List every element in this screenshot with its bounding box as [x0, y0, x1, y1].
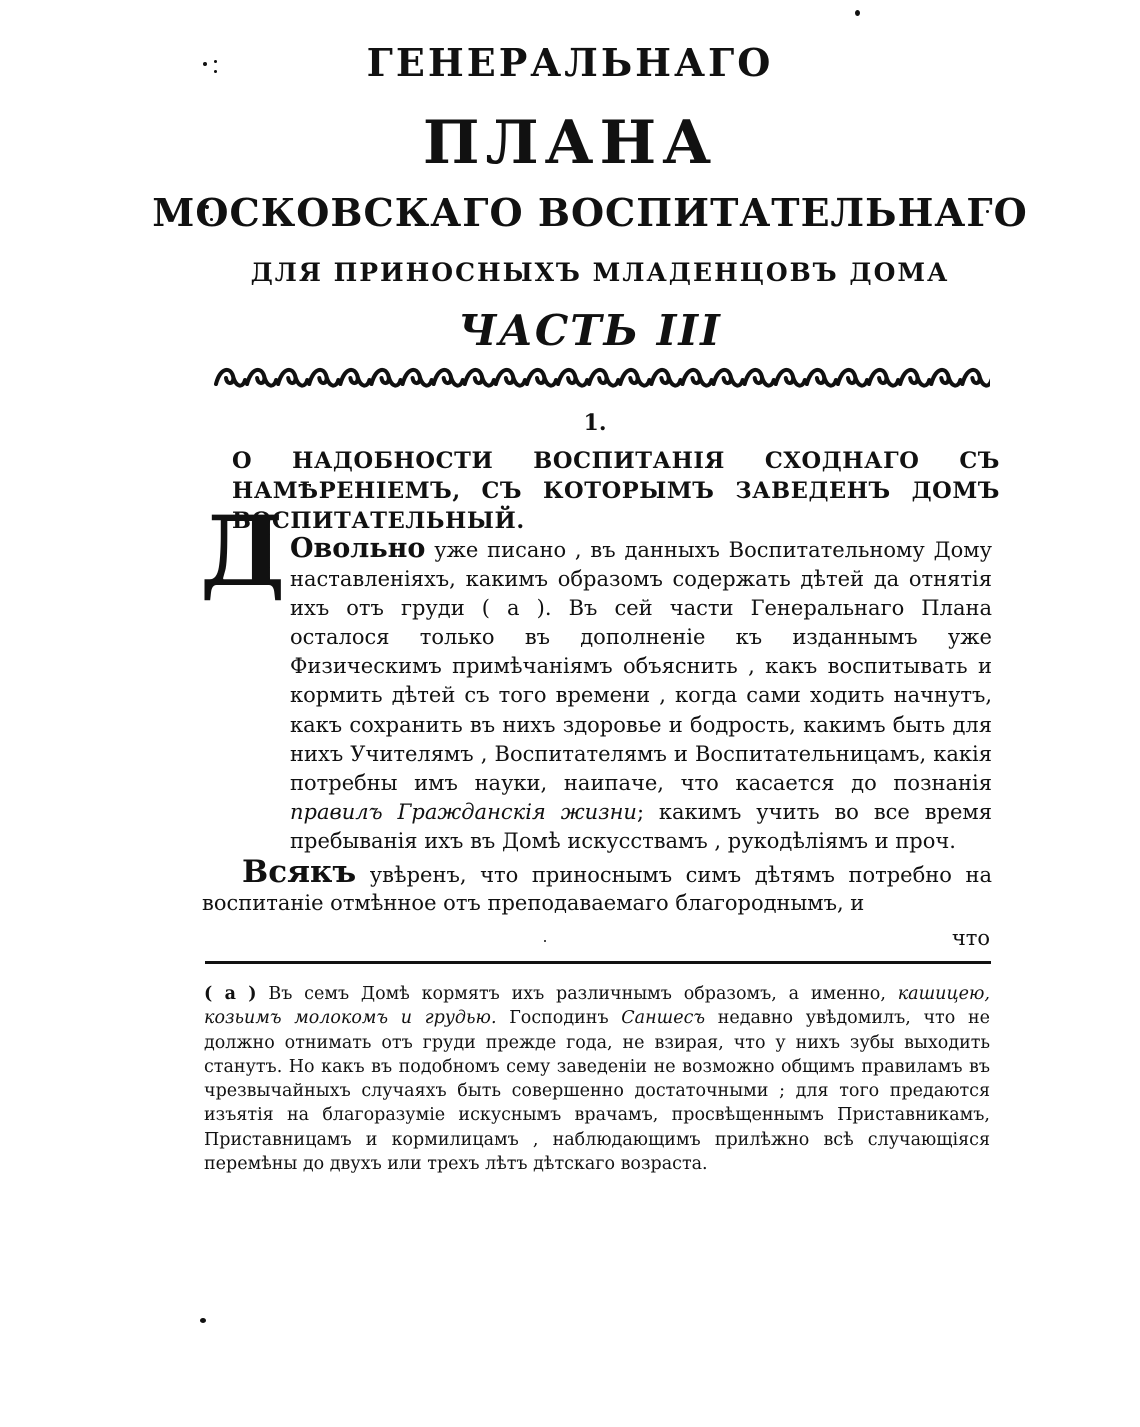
drop-cap: Д	[200, 495, 286, 608]
paragraph-2-initial-word: Всякъ	[242, 854, 357, 890]
ornament-scroll	[620, 370, 649, 386]
print-speck	[855, 10, 860, 16]
ornament-scroll	[216, 370, 245, 386]
ornament-scroll	[714, 370, 743, 386]
title-line-4: ДЛЯ ПРИНОСНЫХЪ МЛАДЕНЦОВЪ ДОМА	[250, 258, 950, 287]
ornament-scroll	[434, 370, 463, 386]
ornament-scroll	[683, 370, 712, 386]
footnote-text-2: Господинъ	[496, 1008, 622, 1029]
footnote-text-3: недавно увѣдомилъ, что не должно отнимать отъ груди прежде года, не взирая, что у нихъ зубы выходить станутъ. Но какъ въ подобномъ сему заведеніи не возможно общимъ правиламъ въ чрезвычайныхъ случаяхъ быть совершенно достаточными ; для того предаются изъятія на благоразуміе искуснымъ врачамъ, просвѣщеннымъ Приставникамъ, Приставницамъ и кормилицамъ , наблюдающимъ прилѣжно всѣ случающіяся перемѣны до двухъ или трехъ лѣтъ дѣтскаго возраста.	[204, 1008, 990, 1175]
footnote-text-1: Въ семъ Домѣ кормятъ ихъ различнымъ образомъ, а именно,	[256, 984, 898, 1004]
ornament-scroll	[869, 370, 898, 386]
part-title: ЧАСТЬ III	[458, 306, 722, 355]
section-heading: О НАДОБНОСТИ ВОСПИТАНІЯ СХОДНАГО СЪ НАМѢРЕНІЕМЪ, СЪ КОТОРЫМЪ ЗАВЕДЕНЪ ДОМЪ ВОСПИТАТЕЛЬНЫЙ.	[232, 448, 1000, 534]
print-speck	[200, 1318, 206, 1323]
ornament-scroll	[372, 370, 401, 386]
ornament-scroll	[496, 370, 525, 386]
footnote-emphasis-1: кашицею, козьимъ молокомъ и грудью.	[204, 984, 990, 1029]
paragraph-1-emphasis: правилъ Гражданскія жизни	[290, 799, 637, 824]
ornament-scroll	[527, 370, 556, 386]
ornament-scroll	[838, 370, 867, 386]
ornament-scroll	[278, 370, 307, 386]
title-line-1: ГЕНЕРАЛЬНАГО	[366, 40, 774, 85]
ornament-scroll	[931, 370, 960, 386]
ornament-scroll	[807, 370, 836, 386]
ornament-scroll	[340, 370, 369, 386]
footnote-emphasis-2: Саншесъ	[621, 1008, 706, 1029]
paragraph-2-text: увѣренъ, что приноснымъ симъ дѣтямъ потребно на воспитаніе отмѣнное отъ преподаваемаго благороднымъ, и	[202, 863, 992, 915]
paragraph-1-text-a: уже писано , въ данныхъ Воспитательному Дому наставленіяхъ, какимъ образомъ содержать дѣтей да отнятія ихъ отъ груди ( а ). Въ сей части Генеральнаго Плана осталося только въ дополненіе къ изданнымъ уже Физическимъ примѣчаніямъ объяснить , какъ воспитывать и кормить дѣтей съ того времени , когда сами ходить начнутъ, какъ сохранить въ нихъ здоровье и бодрость, какимъ быть для нихъ Учителямъ , Воспитателямъ и Воспитательницамъ, какія потребны имъ науки, наипаче, что касается до познанія	[290, 538, 992, 795]
decorative-ornament-band	[212, 360, 990, 396]
paragraph-2	[202, 854, 992, 917]
ornament-scroll	[962, 370, 990, 386]
ornament-scroll	[745, 370, 774, 386]
ornament-scroll	[651, 370, 680, 386]
ornament-scroll	[776, 370, 805, 386]
paragraph-1-text-b: ; какимъ учить во все время пребыванія ихъ въ Домѣ искусствамъ , рукодѣліямъ и проч.	[290, 799, 992, 853]
ornament-scroll	[403, 370, 432, 386]
title-line-3: МОСКОВСКАГО ВОСПИТАТЕЛЬНАГО	[152, 190, 1028, 235]
ornament-scroll	[309, 370, 338, 386]
ornament-scroll	[558, 370, 587, 386]
paragraph-1	[202, 534, 992, 856]
section-number: 1.	[583, 410, 607, 436]
first-word: Овольно	[290, 533, 426, 564]
print-speck	[544, 940, 546, 942]
footnote	[204, 982, 990, 1176]
ornament-scroll	[465, 370, 494, 386]
ornament-scroll	[247, 370, 276, 386]
ornament-scroll	[589, 370, 618, 386]
footnote-rule	[205, 961, 991, 964]
catchword: что	[951, 926, 990, 950]
title-line-2: ПЛАНА	[422, 108, 718, 178]
footnote-mark: ( а )	[204, 984, 257, 1004]
ornament-scroll	[900, 370, 929, 386]
